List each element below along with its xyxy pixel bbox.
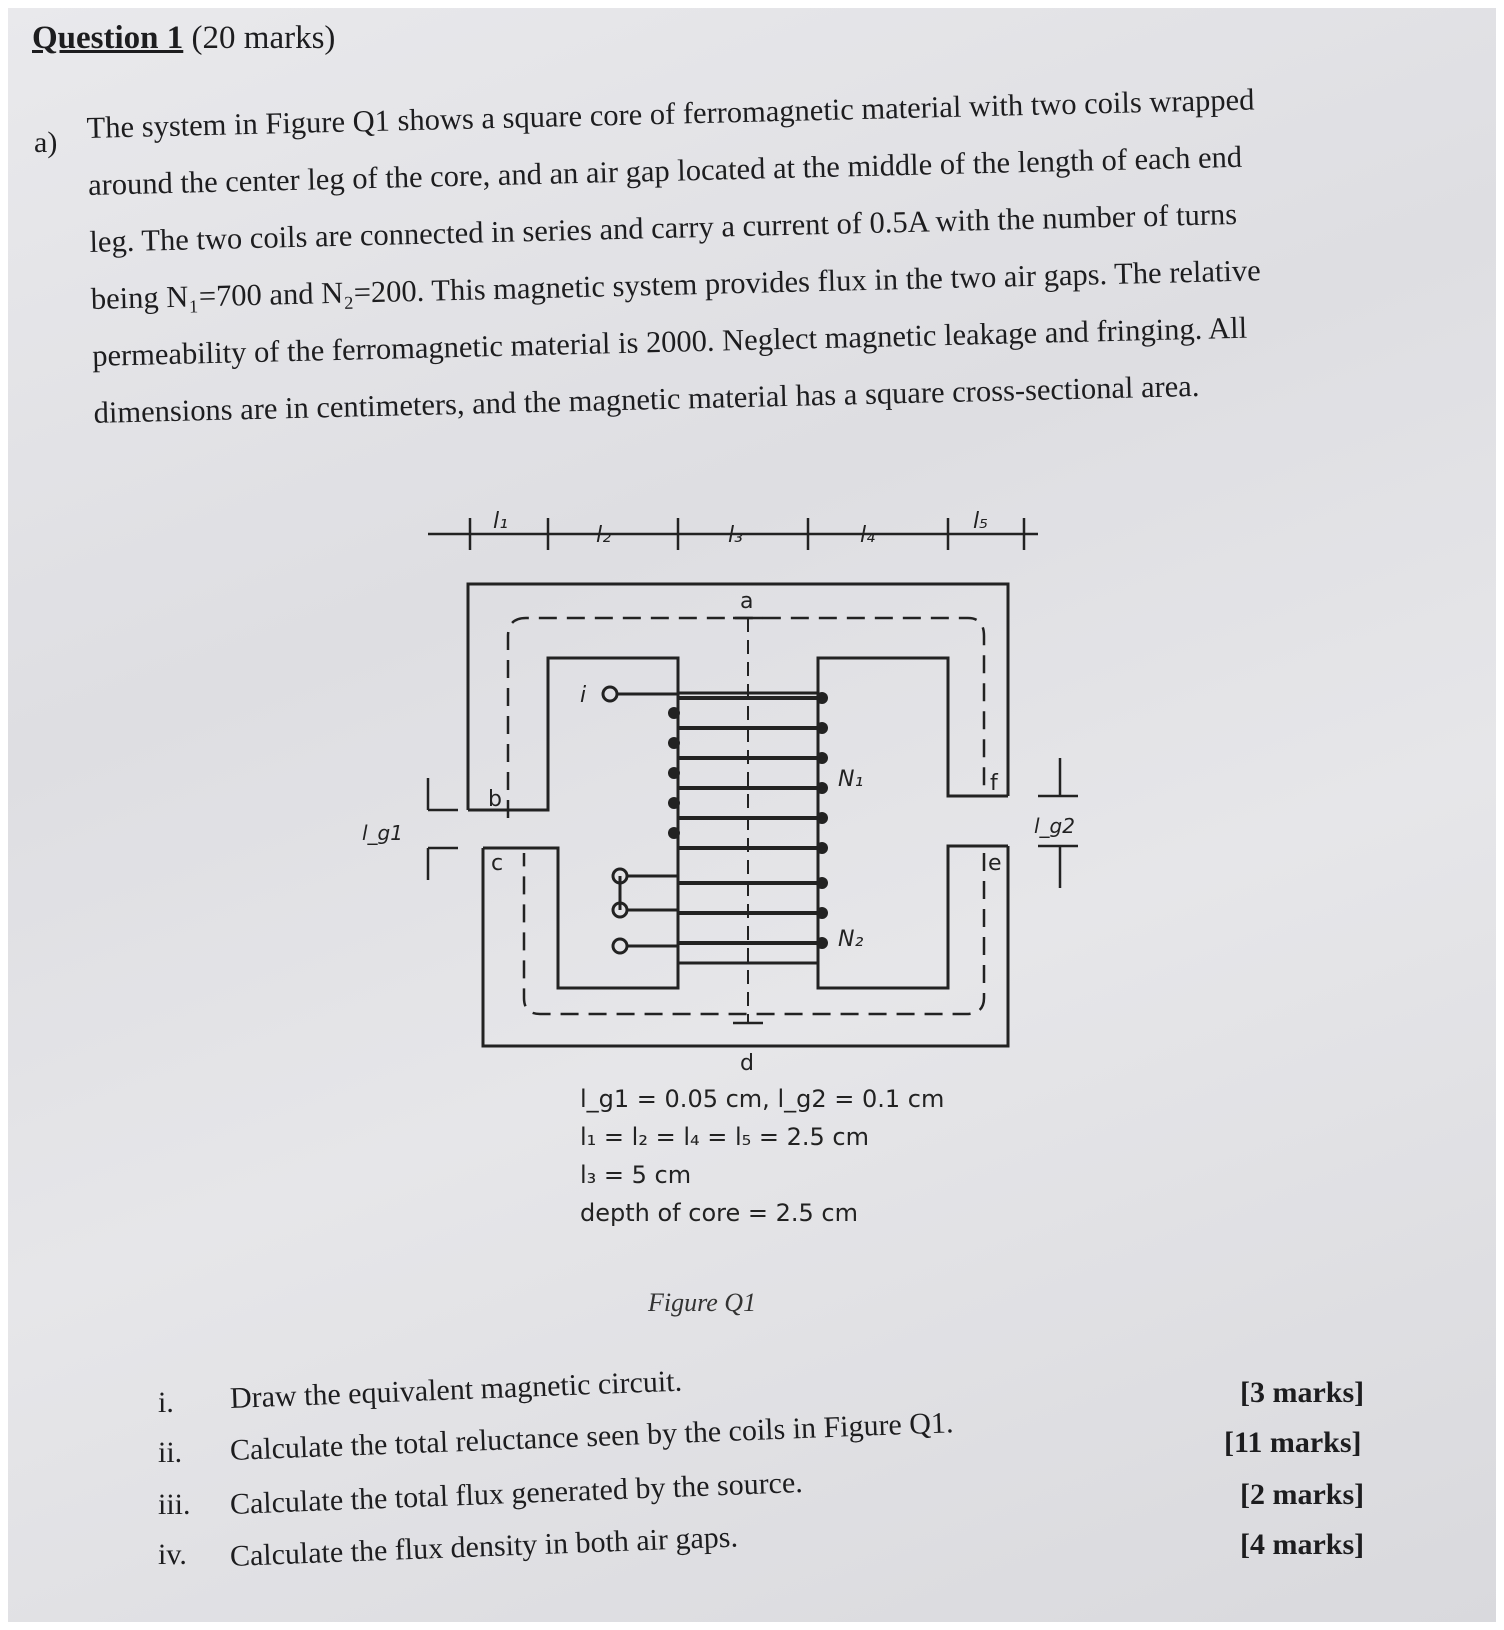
sub-question-text: Calculate the total flux generated by the source.	[229, 1466, 804, 1521]
dim-label-l3: l₃	[728, 523, 743, 548]
part-a-line: being N₁=700 and N₂=200. This magnetic system provides flux in the two air gaps. The relative	[90, 253, 1262, 316]
part-a-line: dimensions are in centimeters, and the magnetic material has a square cross-sectional area.	[93, 368, 1200, 430]
sub-question-number: iii.	[158, 1488, 191, 1521]
sub-question-number: i.	[158, 1386, 174, 1419]
dim-label-l4: l₄	[860, 523, 875, 548]
coil-label-n2: N₂	[838, 927, 864, 952]
question-heading	[32, 20, 335, 57]
magnetic-core-diagram	[348, 498, 1108, 1078]
current-label: i	[580, 683, 587, 708]
sub-question-marks: [4 marks]	[1240, 1528, 1365, 1561]
sub-question-row	[8, 1520, 1496, 1580]
core-window-right-lower	[818, 846, 1008, 988]
part-a-line: permeability of the ferromagnetic material is 2000. Neglect magnetic leakage and fringing. All	[91, 310, 1248, 373]
part-a-line: around the center leg of the core, and an air gap located at the middle of the length of each end	[87, 139, 1243, 202]
part-a-label: a)	[34, 126, 58, 159]
coil-label-n1: N₁	[838, 767, 864, 792]
part-a-line: leg. The two coils are connected in series and carry a current of 0.5A with the number of turns	[89, 196, 1238, 259]
point-label-d: d	[740, 1051, 754, 1076]
figure-caption: Figure Q1	[648, 1288, 757, 1317]
sub-question-row	[8, 1466, 1496, 1530]
sub-question-number: ii.	[158, 1436, 183, 1469]
sub-question-marks: [2 marks]	[1240, 1478, 1365, 1511]
sub-question-marks: [3 marks]	[1240, 1376, 1365, 1409]
part-a-line: The system in Figure Q1 shows a square core of ferromagnetic material with two coils wrapped	[86, 82, 1255, 145]
dim-label-l2: l₂	[596, 523, 611, 548]
exam-paper	[8, 8, 1496, 1622]
given-line: l_g1 = 0.05 cm, l_g2 = 0.1 cm	[580, 1085, 945, 1113]
point-label-f: f	[990, 771, 998, 796]
sub-questions	[8, 1364, 1496, 1576]
sub-question-text: Draw the equivalent magnetic circuit.	[229, 1364, 683, 1415]
gap-indicator-lg1	[428, 778, 458, 880]
coil-terminals	[603, 687, 678, 953]
point-label-b: b	[488, 787, 502, 812]
question-number: Question 1	[32, 20, 184, 56]
gap-label-lg1: l_g1	[362, 821, 403, 845]
dim-label-l1: l₁	[493, 509, 508, 534]
question-marks: (20 marks)	[191, 20, 336, 56]
figure-q1	[348, 498, 1108, 1358]
given-line: depth of core = 2.5 cm	[580, 1199, 858, 1227]
sub-question-text: Calculate the total reluctance seen by the coils in Figure Q1.	[229, 1406, 955, 1467]
sub-question-number: iv.	[158, 1538, 187, 1571]
core-window-left-lower	[483, 848, 678, 988]
point-label-e: e	[988, 851, 1002, 876]
part-a-text	[86, 67, 1454, 442]
sub-question-text: Calculate the flux density in both air gaps.	[229, 1520, 739, 1573]
given-line: l₃ = 5 cm	[580, 1161, 692, 1189]
dim-label-l5: l₅	[973, 509, 988, 534]
given-line: l₁ = l₂ = l₄ = l₅ = 2.5 cm	[580, 1123, 869, 1151]
core-outer-right-lower	[483, 846, 1008, 1046]
point-label-c: c	[491, 851, 504, 876]
gap-label-lg2: l_g2	[1034, 814, 1075, 838]
given-values	[580, 1080, 944, 1232]
sub-question-marks: [11 marks]	[1224, 1426, 1362, 1459]
point-label-a: a	[740, 589, 754, 614]
